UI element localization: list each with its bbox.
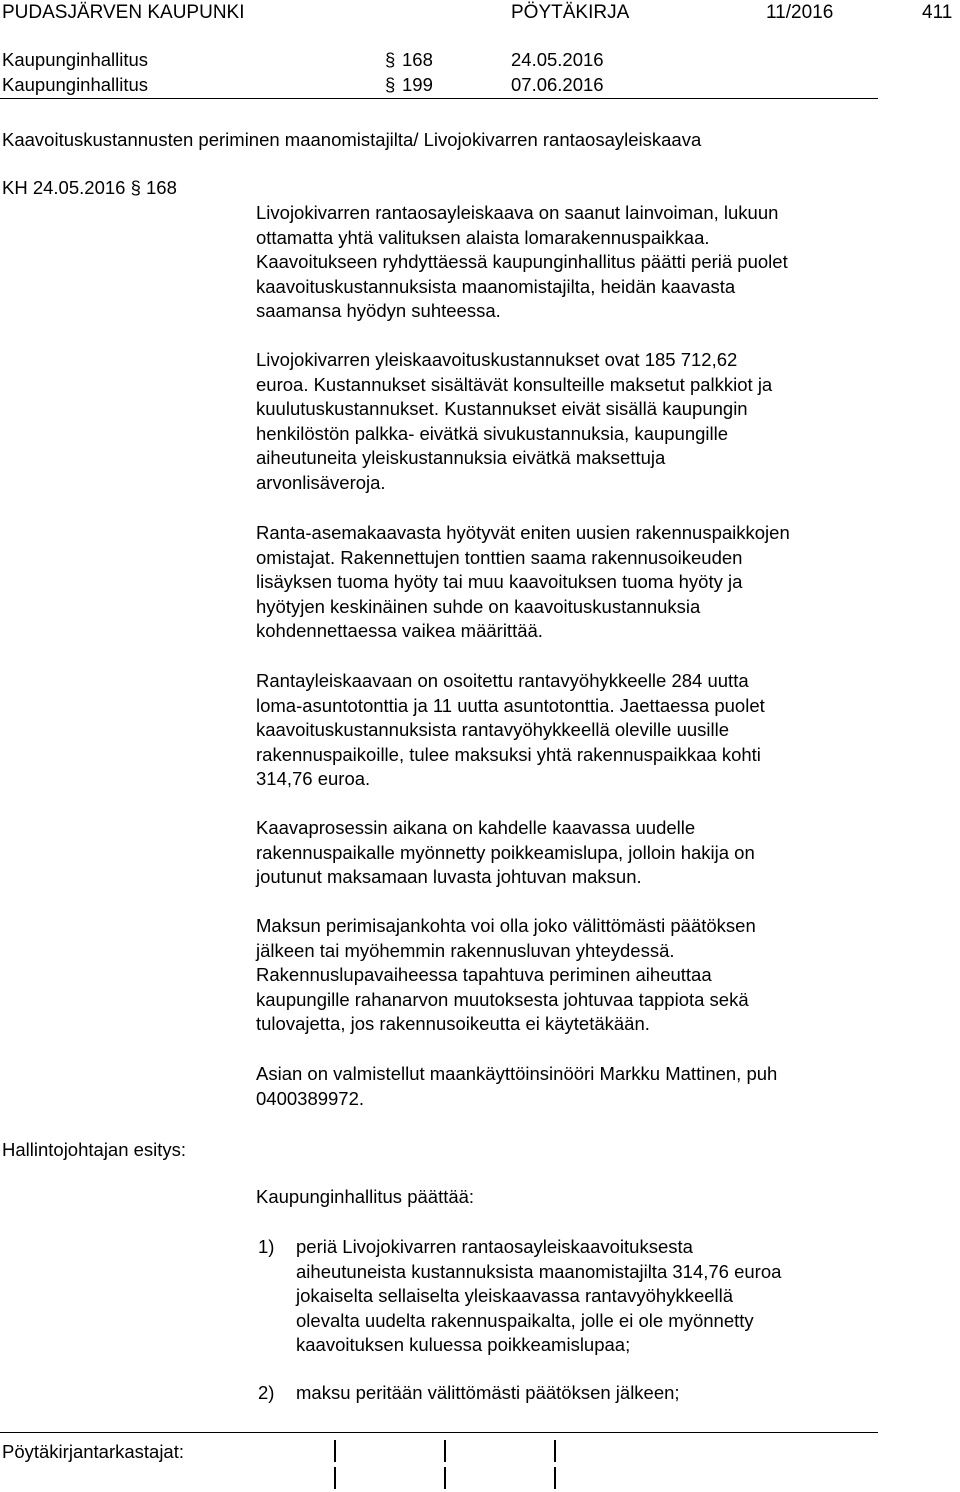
paragraph-4: [256, 669, 876, 792]
paragraph-line: Asian on valmistellut maankäyttöinsinööri Markku Mattinen, puh: [256, 1063, 778, 1084]
paragraph-7: [256, 1062, 876, 1111]
signature-line: [444, 1440, 446, 1462]
paragraph-line: saamansa hyödyn suhteessa.: [256, 300, 501, 322]
document-title: Kaavoituskustannusten periminen maanomistajilta/ Livojokivarren rantaosayleiskaava: [2, 129, 702, 150]
decision-line: aiheutuneista kustannuksista maanomistajilta 314,76 euroa: [296, 1260, 782, 1282]
meeting-2-body: Kaupunginhallitus: [2, 74, 149, 95]
decision-line: kaavoituksen kuluessa poikkeamislupaa;: [296, 1334, 631, 1356]
decision-1-text: [296, 1235, 781, 1358]
page-number: 411: [922, 2, 953, 23]
proposal-label: Hallintojohtajan esitys:: [2, 1139, 187, 1160]
footer-label: Pöytäkirjantarkastajat:: [2, 1441, 185, 1462]
footer-divider: [0, 1432, 878, 1433]
paragraph-line: Ranta-asemakaavasta hyötyvät eniten uusien rakennuspaikkojen: [256, 522, 790, 543]
section-icon: §: [130, 177, 141, 198]
paragraph-line: hyötyjen keskinäinen suhde on kaavoituskustannuksia: [256, 595, 701, 617]
decision-line: jokaiselta sellaiselta yleiskaavassa rantavyöhykkeellä: [296, 1285, 734, 1307]
paragraph-line: 314,76 euroa.: [256, 768, 371, 790]
paragraph-line: kaavoituskustannuksista rantavyöhykkeellä oleville uusille: [256, 719, 730, 741]
decision-2-text: [296, 1381, 680, 1406]
paragraph-line: lisäyksen tuoma hyöty tai muu kaavoituksen tuoma hyöty ja: [256, 571, 743, 593]
paragraph-line: ottamatta yhtä valituksen alaista lomarakennuspaikkaa.: [256, 226, 710, 248]
decision-line: olevalta uudelta rakennuspaikalta, jolle ei ole myönnetty: [296, 1309, 754, 1331]
document-type: PÖYTÄKIRJA: [511, 2, 630, 23]
meeting-1-body: Kaupunginhallitus: [2, 49, 149, 70]
paragraph-line: kaupungille rahanarvon muutoksesta johtuvaa tappiota sekä: [256, 988, 749, 1010]
paragraph-line: kohdennettaessa vaikea määrittää.: [256, 620, 543, 642]
paragraph-5: [256, 816, 876, 890]
section-icon: §: [385, 74, 396, 95]
paragraph-line: rakennuspaikalle myönnetty poikkeamislupa, jolloin hakija on: [256, 841, 755, 863]
paragraph-line: kuulutuskustannukset. Kustannukset eivät sisällä kaupungin: [256, 398, 748, 420]
paragraph-line: henkilöstön palkka- eivätkä sivukustannuksia, kaupungille: [256, 422, 729, 444]
signature-line: [334, 1440, 336, 1462]
paragraph-line: joutunut maksamaan luvasta johtuvan maksun.: [256, 866, 642, 888]
paragraph-line: loma-asuntotonttia ja 11 uutta asuntotonttia. Jaettaessa puolet: [256, 694, 765, 716]
paragraph-line: tulovajetta, jos rakennusoikeutta ei käytetäkään.: [256, 1013, 650, 1035]
paragraph-line: Livojokivarren yleiskaavoituskustannukset ovat 185 712,62: [256, 349, 738, 370]
paragraph-line: Kaavoitukseen ryhdyttäessä kaupunginhallitus päätti periä puolet: [256, 251, 788, 273]
paragraph-line: euroa. Kustannukset sisältävät konsulteille maksetut palkkiot ja: [256, 373, 773, 395]
decision-intro: Kaupunginhallitus päättää:: [256, 1186, 475, 1207]
paragraph-line: kaavoituskustannuksista maanomistajilta, heidän kaavasta: [256, 275, 736, 297]
signature-line: [554, 1467, 556, 1489]
paragraph-line: Rantayleiskaavaan on osoitettu rantavyöhykkeelle 284 uutta: [256, 670, 749, 691]
meeting-1-number: 168: [402, 49, 433, 70]
signature-line: [334, 1467, 336, 1489]
paragraph-line: omistajat. Rakennettujen tonttien saama rakennusoikeuden: [256, 546, 743, 568]
section-icon: §: [385, 49, 396, 70]
paragraph-line: Livojokivarren rantaosayleiskaava on saanut lainvoiman, lukuun: [256, 202, 779, 223]
organization-name: PUDASJÄRVEN KAUPUNKI: [2, 2, 245, 23]
paragraph-line: 0400389972.: [256, 1087, 365, 1109]
kh-date: KH 24.05.2016: [2, 177, 126, 198]
paragraph-line: arvonlisäveroja.: [256, 471, 386, 493]
issue-number: 11/2016: [766, 2, 834, 23]
decision-1-number: 1): [258, 1236, 275, 1257]
kh-number: 168: [146, 177, 177, 198]
paragraph-line: rakennuspaikoille, tulee maksuksi yhtä rakennuspaikkaa kohti: [256, 743, 761, 765]
paragraph-2: [256, 348, 876, 496]
paragraph-1: [256, 201, 876, 324]
meeting-2-number: 199: [402, 74, 433, 95]
paragraph-line: jälkeen tai myöhemmin rakennusluvan yhteydessä.: [256, 939, 675, 961]
meeting-2-date: 07.06.2016: [511, 74, 604, 95]
meeting-1-date: 24.05.2016: [511, 49, 604, 70]
signature-line: [444, 1467, 446, 1489]
paragraph-3: [256, 521, 876, 644]
kh-reference: [2, 177, 177, 199]
decision-line: maksu peritään välittömästi päätöksen jälkeen;: [296, 1382, 680, 1403]
decision-2-number: 2): [258, 1382, 275, 1403]
paragraph-6: [256, 914, 876, 1037]
paragraph-line: Kaavaprosessin aikana on kahdelle kaavassa uudelle: [256, 817, 696, 838]
decision-line: periä Livojokivarren rantaosayleiskaavoituksesta: [296, 1236, 693, 1257]
paragraph-line: aiheutuneita yleiskustannuksia eivätkä maksettuja: [256, 447, 666, 469]
paragraph-line: Rakennuslupavaiheessa tapahtuva periminen aiheuttaa: [256, 964, 712, 986]
signature-line: [554, 1440, 556, 1462]
paragraph-line: Maksun perimisajankohta voi olla joko välittömästi päätöksen: [256, 915, 756, 936]
header-divider: [0, 98, 878, 99]
